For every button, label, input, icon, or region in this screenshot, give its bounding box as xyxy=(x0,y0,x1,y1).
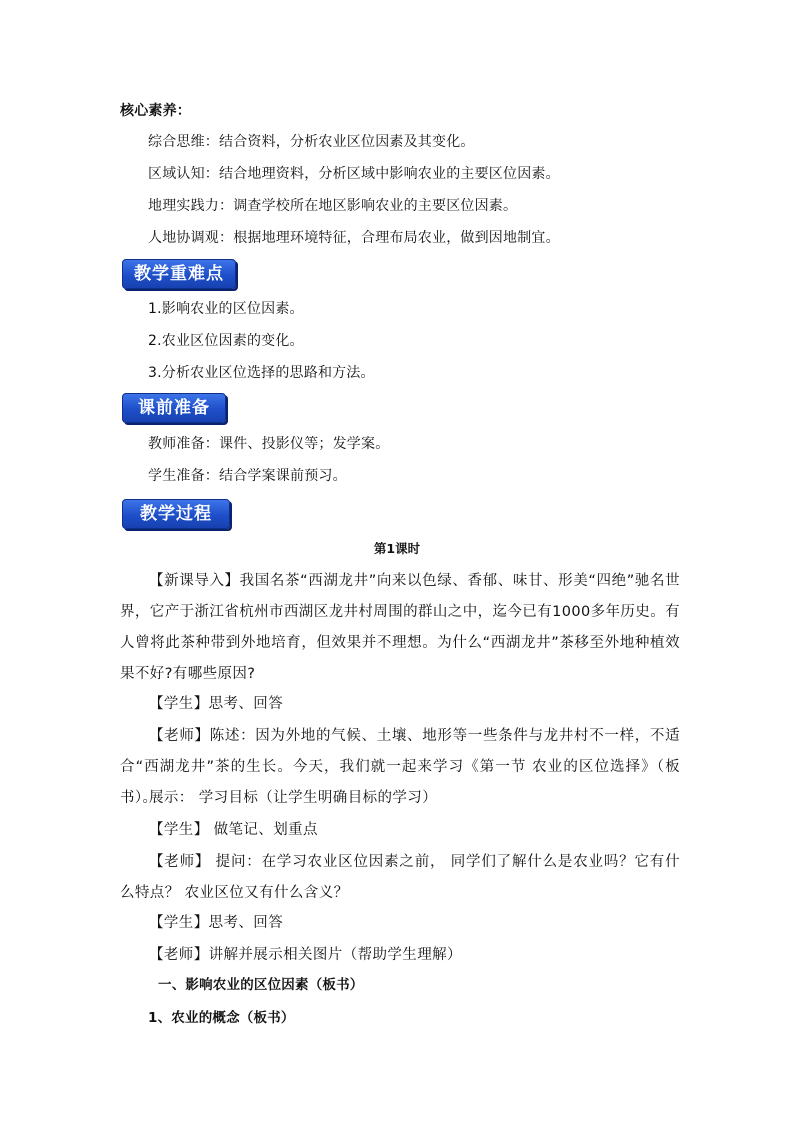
teacher-paragraph: 【老师】讲解并展示相关图片（帮助学生理解） xyxy=(149,947,462,963)
key-point-item: 1.影响农业的区位因素。 xyxy=(148,301,304,317)
core-literacy-item: 区域认知：结合地理资料，分析区域中影响农业的主要区位因素。 xyxy=(148,166,560,182)
teacher-question-paragraph: 【老师】 提问：在学习农业区位因素之前， 同学们了解什么是农业吗？它有什么特点？ 农业区位又有什么含义？ xyxy=(120,854,680,901)
preparation-badge: 课前准备 xyxy=(122,393,226,423)
preparation-item: 教师准备：课件、投影仪等；发学案。 xyxy=(148,436,390,452)
core-literacy-item: 综合思维：结合资料，分析农业区位因素及其变化。 xyxy=(148,134,475,150)
subsection-heading: 1、农业的概念（板书） xyxy=(148,1010,295,1026)
core-literacy-item: 人地协调观：根据地理环境特征，合理布局农业，做到因地制宜。 xyxy=(148,230,560,246)
show-paragraph: 展示： 学习目标（让学生明确目标的学习） xyxy=(149,790,438,806)
student-paragraph: 【学生】 做笔记、划重点 xyxy=(149,822,318,838)
key-point-item: 3.分析农业区位选择的思路和方法。 xyxy=(148,365,375,381)
section-heading: 一、影响农业的区位因素（板书） xyxy=(158,977,364,993)
key-points-badge: 教学重难点 xyxy=(122,259,236,289)
teacher-paragraph: 【老师】陈述：因为外地的气候、土壤、地形等一些条件与龙井村不一样，不适合“西湖龙井”茶的生长。今天，我们就一起来学习《第一节 农业的区位选择》（板书）。 xyxy=(120,728,680,806)
student-paragraph: 【学生】思考、回答 xyxy=(149,696,284,712)
process-badge: 教学过程 xyxy=(122,499,230,529)
student-paragraph: 【学生】思考、回答 xyxy=(149,915,284,931)
key-point-item: 2.农业区位因素的变化。 xyxy=(148,333,304,349)
intro-paragraph: 【新课导入】我国名茶“西湖龙井”向来以色绿、香郁、味甘、形美“四绝”驰名世界，它产于浙江省杭州市西湖区龙井村周围的群山之中，迄今已有1000多年历史。有人曾将此茶种带到外地培育，但效果并不理想。为什么“西湖龙井”茶移至外地种植效果不好?有哪些原因? xyxy=(120,573,680,682)
lesson-title: 第1课时 xyxy=(373,541,421,556)
core-literacy-item: 地理实践力：调查学校所在地区影响农业的主要区位因素。 xyxy=(148,198,518,214)
core-literacy-heading: 核心素养： xyxy=(120,103,191,119)
preparation-item: 学生准备：结合学案课前预习。 xyxy=(148,468,347,484)
